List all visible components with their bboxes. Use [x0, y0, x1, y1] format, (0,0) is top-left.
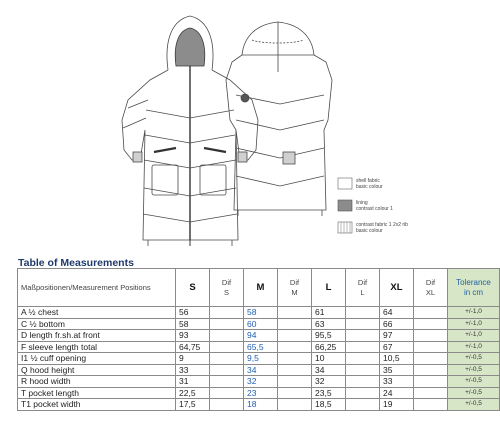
legend-label-lining-1: lining	[356, 200, 368, 206]
table-row	[18, 399, 500, 411]
cell-tolerance: +/-0,5	[448, 364, 500, 376]
cell-dif-l	[346, 376, 380, 388]
cell-dif-s	[210, 376, 244, 388]
cell-dif-l	[346, 364, 380, 376]
cell-dif-m	[278, 387, 312, 399]
cell-position: C ½ bottom	[18, 318, 176, 330]
measurements-table	[17, 268, 500, 411]
cell-dif-m	[278, 341, 312, 353]
cell-dif-m	[278, 330, 312, 342]
cell-tolerance: +/-0,5	[448, 399, 500, 411]
cell-s: 22,5	[176, 387, 210, 399]
cell-dif-l	[346, 353, 380, 365]
cell-tolerance: +/-1,0	[448, 307, 500, 319]
cell-m: 34	[244, 364, 278, 376]
cell-m: 32	[244, 376, 278, 388]
legend-label-lining-2: contrast colour 1	[356, 206, 393, 212]
legend	[338, 178, 408, 234]
cell-l: 63	[312, 318, 346, 330]
cell-s: 93	[176, 330, 210, 342]
cell-m: 65,5	[244, 341, 278, 353]
cell-s: 58	[176, 318, 210, 330]
table-row	[18, 364, 500, 376]
back-view-jacket	[226, 22, 332, 216]
cell-xl: 33	[380, 376, 414, 388]
table-row	[18, 376, 500, 388]
header-m: M	[244, 269, 278, 307]
table-row	[18, 318, 500, 330]
cell-s: 64,75	[176, 341, 210, 353]
legend-label-rib-2: basic colour	[356, 228, 383, 234]
cell-dif-l	[346, 330, 380, 342]
cell-dif-l	[346, 387, 380, 399]
cell-l: 66,25	[312, 341, 346, 353]
cell-dif-s	[210, 330, 244, 342]
cell-dif-xl	[414, 399, 448, 411]
table-row	[18, 387, 500, 399]
table-title: Table of Measurements	[18, 257, 134, 269]
cell-l: 34	[312, 364, 346, 376]
cell-dif-m	[278, 399, 312, 411]
cell-l: 32	[312, 376, 346, 388]
cell-position: F sleeve length total	[18, 341, 176, 353]
header-dif-s: Dif S	[210, 269, 244, 307]
header-row	[18, 269, 500, 307]
cell-dif-m	[278, 376, 312, 388]
cell-dif-xl	[414, 341, 448, 353]
cell-dif-xl	[414, 364, 448, 376]
cell-xl: 64	[380, 307, 414, 319]
cell-dif-l	[346, 341, 380, 353]
cell-tolerance: +/-0,5	[448, 353, 500, 365]
cell-xl: 66	[380, 318, 414, 330]
cell-dif-l	[346, 318, 380, 330]
cell-l: 61	[312, 307, 346, 319]
legend-swatch-lining	[338, 200, 352, 211]
cell-m: 60	[244, 318, 278, 330]
cell-dif-s	[210, 353, 244, 365]
cell-dif-m	[278, 353, 312, 365]
legend-label-rib-1: contrast fabric 1 2x2 rib	[356, 222, 408, 228]
cell-position: T pocket length	[18, 387, 176, 399]
cell-xl: 67	[380, 341, 414, 353]
cell-dif-s	[210, 399, 244, 411]
cell-dif-xl	[414, 307, 448, 319]
cell-tolerance: +/-1,0	[448, 330, 500, 342]
legend-swatch-shell	[338, 178, 352, 189]
cell-l: 95,5	[312, 330, 346, 342]
cell-s: 17,5	[176, 399, 210, 411]
table-row	[18, 330, 500, 342]
cell-m: 58	[244, 307, 278, 319]
table-row	[18, 341, 500, 353]
header-tolerance: Tolerance in cm	[448, 269, 500, 307]
cell-dif-xl	[414, 318, 448, 330]
cell-dif-l	[346, 399, 380, 411]
table-row	[18, 307, 500, 319]
cell-s: 33	[176, 364, 210, 376]
header-dif-m: Dif M	[278, 269, 312, 307]
header-dif-xl: Dif XL	[414, 269, 448, 307]
cell-xl: 10,5	[380, 353, 414, 365]
cell-s: 9	[176, 353, 210, 365]
cell-tolerance: +/-1,0	[448, 318, 500, 330]
cell-dif-xl	[414, 376, 448, 388]
cell-dif-m	[278, 307, 312, 319]
cell-dif-s	[210, 318, 244, 330]
cell-dif-m	[278, 318, 312, 330]
cell-s: 31	[176, 376, 210, 388]
header-positions: Maßpositionen/Measurement Positions	[18, 269, 176, 307]
cell-position: R hood width	[18, 376, 176, 388]
header-dif-l: Dif L	[346, 269, 380, 307]
cell-position: I1 ½ cuff opening	[18, 353, 176, 365]
cell-m: 9,5	[244, 353, 278, 365]
header-l: L	[312, 269, 346, 307]
legend-label-shell-2: basic colour	[356, 184, 383, 190]
cell-position: Q hood height	[18, 364, 176, 376]
cell-dif-s	[210, 307, 244, 319]
cell-position: T1 pocket width	[18, 399, 176, 411]
cell-dif-s	[210, 387, 244, 399]
cell-position: A ½ chest	[18, 307, 176, 319]
cell-position: D length fr.sh.at front	[18, 330, 176, 342]
cell-dif-l	[346, 307, 380, 319]
cell-m: 94	[244, 330, 278, 342]
cell-xl: 19	[380, 399, 414, 411]
cell-m: 18	[244, 399, 278, 411]
cell-xl: 24	[380, 387, 414, 399]
cell-tolerance: +/-0,5	[448, 387, 500, 399]
cell-dif-xl	[414, 353, 448, 365]
cell-dif-m	[278, 364, 312, 376]
cell-dif-s	[210, 341, 244, 353]
cell-s: 56	[176, 307, 210, 319]
cell-m: 23	[244, 387, 278, 399]
cell-l: 10	[312, 353, 346, 365]
cell-l: 18,5	[312, 399, 346, 411]
cell-tolerance: +/-0,5	[448, 376, 500, 388]
cell-xl: 35	[380, 364, 414, 376]
cell-dif-xl	[414, 330, 448, 342]
legend-label-shell-1: shell fabric	[356, 178, 380, 184]
header-s: S	[176, 269, 210, 307]
header-xl: XL	[380, 269, 414, 307]
cell-dif-xl	[414, 387, 448, 399]
table-row	[18, 353, 500, 365]
cell-l: 23,5	[312, 387, 346, 399]
cell-tolerance: +/-1,0	[448, 341, 500, 353]
cell-xl: 97	[380, 330, 414, 342]
cell-dif-s	[210, 364, 244, 376]
